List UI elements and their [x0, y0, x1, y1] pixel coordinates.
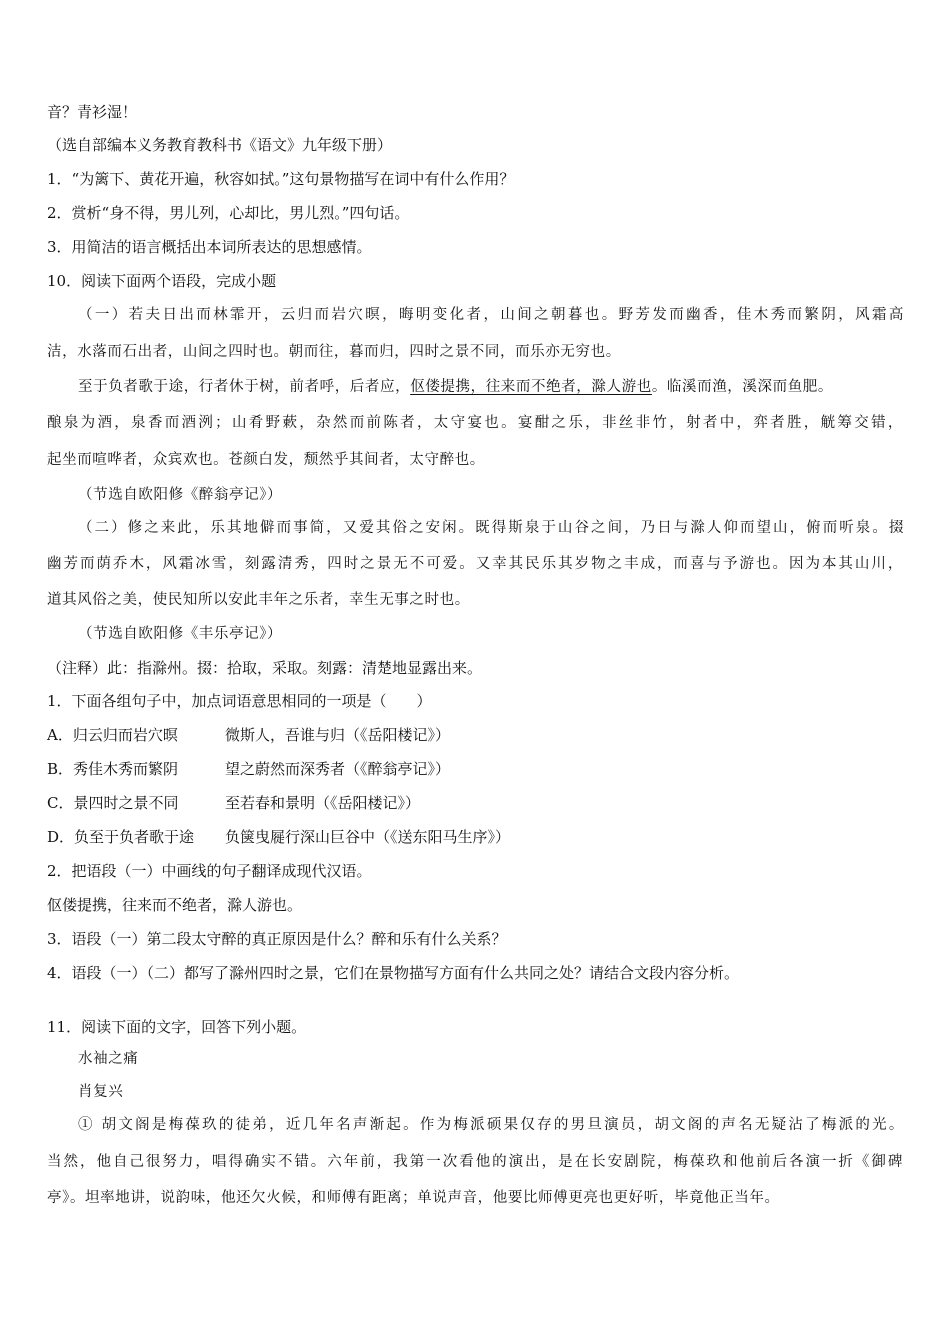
option-d-word: D．负至于负者歌于途 — [47, 828, 195, 846]
passage-1-source: （节选自欧阳修《醉翁亭记》） — [78, 487, 283, 503]
poem-ending-line: 音？青衫湿！ — [47, 103, 138, 121]
option-b-word: B．秀佳木秀而繁阴 — [47, 760, 179, 778]
question-10-4: 4．语段（一）（二）都写了滁州四时之景，它们在景物描写方面有什么共同之处？请结合文段内容分析。 — [47, 964, 740, 982]
question-9-1: 1．“为篱下、黄花开遍，秋容如拭。”这句景物描写在词中有什么作用？ — [47, 170, 515, 188]
article-para-1-line-3: 亭》。坦率地讲，说韵味，他还欠火候，和师傅有距离；单说声音，他要比师傅更亮也更好听，毕竟他正当年。 — [47, 1190, 780, 1206]
article-para-1-line-2: 当然，他自己很努力，唱得确实不错。六年前，我第一次看他的演出，是在长安剧院，梅葆玖和他前后各演一折《御碑 — [47, 1154, 903, 1170]
passage-text: 。临溪而渔，溪深而鱼肥。 — [651, 379, 834, 395]
passage-text: 至于负者歌于途，行者休于树，前者呼，后者应， — [78, 379, 411, 395]
question-10-heading: 10．阅读下面两个语段，完成小题 — [47, 272, 277, 290]
question-10-2: 2．把语段（一）中画线的句子翻译成现代汉语。 — [47, 862, 372, 880]
article-title: 水袖之痛 — [78, 1051, 139, 1067]
option-a — [47, 725, 450, 745]
option-c-word: C．景四时之景不同 — [47, 794, 179, 812]
option-d-compare: 负箧曳屣行深山巨谷中（《送东阳马生序》） — [225, 828, 511, 846]
question-10-1: 1．下面各组句子中，加点词语意思相同的一项是（ ） — [47, 692, 432, 710]
poem-source: （选自部编本义务教育教科书《语文》九年级下册） — [47, 136, 393, 154]
option-c — [47, 793, 420, 813]
option-b — [47, 759, 450, 779]
option-b-compare: 望之蔚然而深秀者（《醉翁亭记》） — [225, 760, 451, 778]
annotation: （注释）此：指滁州。掇：拾取，采取。刻露：清楚地显露出来。 — [47, 659, 483, 677]
passage-2-line-1: （二）修之来此，乐其地僻而事简，又爱其俗之安闲。既得斯泉于山谷之间，乃日与滁人仰而望山，俯而听泉。掇 — [78, 520, 904, 536]
passage-1-line-1: （一）若夫日出而林霏开，云归而岩穴暝，晦明变化者，山间之朝暮也。野芳发而幽香，佳木秀而繁阴，风霜高 — [78, 307, 904, 323]
sentence-to-translate: 伛偻提携，往来而不绝者，滁人游也。 — [47, 896, 303, 914]
passage-1-line-2: 洁，水落而石出者，山间之四时也。朝而往，暮而归，四时之景不同，而乐亦无穷也。 — [47, 344, 621, 360]
option-a-compare: 微斯人，吾谁与归（《岳阳楼记》） — [225, 726, 451, 744]
passage-2-line-2: 幽芳而荫乔木，风霜冰雪，刻露清秀，四时之景无不可爱。又幸其民乐其岁物之丰成，而喜与予游也。因为本其山川， — [47, 556, 903, 572]
option-a-word: A．归云归而岩穴暝 — [47, 726, 178, 744]
question-11-heading: 11．阅读下面的文字，回答下列小题。 — [47, 1018, 307, 1036]
passage-1-line-3 — [78, 377, 833, 397]
question-9-3: 3．用简洁的语言概括出本词所表达的思想感情。 — [47, 238, 372, 256]
passage-1-line-4: 酿泉为酒，泉香而酒洌；山肴野蔌，杂然而前陈者，太守宴也。宴酣之乐，非丝非竹，射者中，弈者胜，觥筹交错， — [47, 415, 903, 431]
underlined-sentence: 伛偻提携，往来而不绝者，滁人游也 — [410, 379, 652, 395]
article-para-1-line-1: ① 胡文阁是梅葆玖的徒弟，近几年名声渐起。作为梅派硕果仅存的男旦演员，胡文阁的声名无疑沾了梅派的光。 — [78, 1117, 904, 1133]
option-d — [47, 827, 510, 847]
option-c-compare: 至若春和景明（《岳阳楼记》） — [225, 794, 421, 812]
article-author: 肖复兴 — [78, 1084, 124, 1100]
passage-1-line-5: 起坐而喧哗者，众宾欢也。苍颜白发，颓然乎其间者，太守醉也。 — [47, 452, 485, 468]
question-9-2: 2．赏析“身不得，男儿列，心却比，男儿烈。”四句话。 — [47, 204, 410, 222]
passage-2-source: （节选自欧阳修《丰乐亭记》） — [78, 626, 283, 642]
passage-2-line-3: 道其风俗之美，使民知所以安此丰年之乐者，幸生无事之时也。 — [47, 592, 470, 608]
question-10-3: 3．语段（一）第二段太守醉的真正原因是什么？醉和乐有什么关系？ — [47, 930, 507, 948]
